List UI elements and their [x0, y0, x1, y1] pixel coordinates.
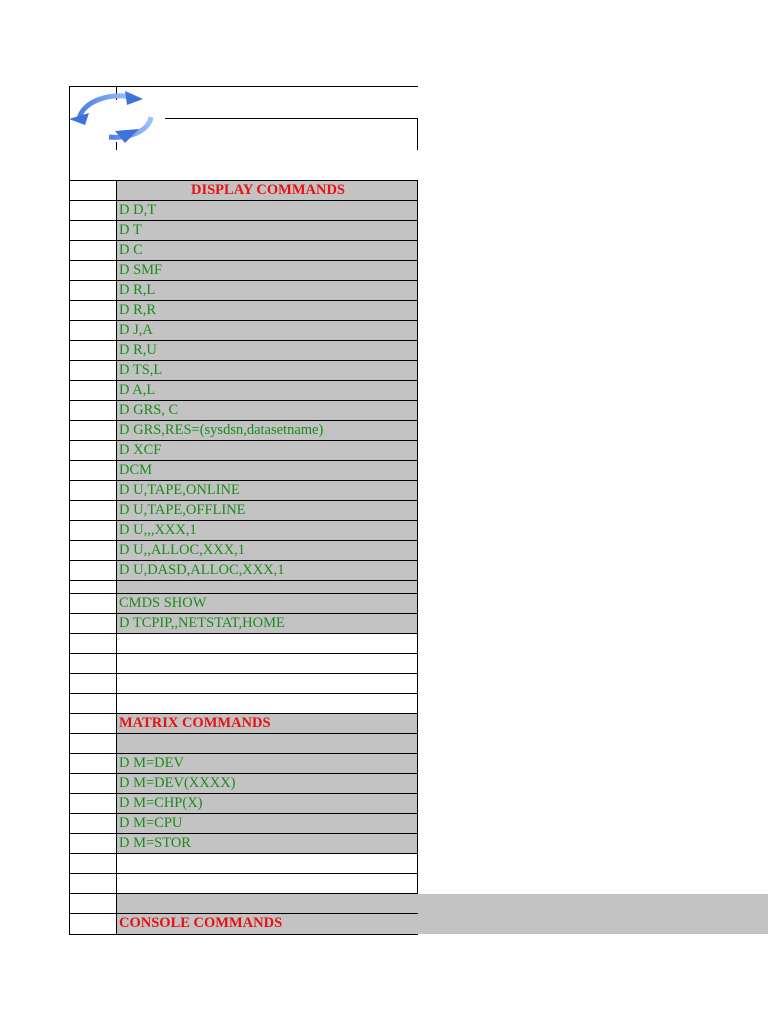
command-cell: D A,L [116, 381, 418, 401]
blank-cell [116, 734, 418, 754]
command-cell: D M=CPU [116, 814, 418, 834]
command-cell: D XCF [116, 441, 418, 461]
refresh-arrows-icon [69, 91, 161, 143]
row-number-cell [69, 794, 116, 814]
row-number-cell [69, 754, 116, 774]
command-cell: D U,DASD,ALLOC,XXX,1 [116, 561, 418, 581]
row-number-cell [69, 261, 116, 281]
row-number-cell [69, 581, 116, 594]
row-number-cell [69, 674, 116, 694]
row-number-cell [69, 281, 116, 301]
row-number-cell [69, 694, 116, 714]
row-number-cell [69, 401, 116, 421]
blank-cell [116, 654, 418, 674]
command-cell: CMDS SHOW [116, 594, 418, 614]
command-cell: D R,L [116, 281, 418, 301]
command-cell: D M=CHP(X) [116, 794, 418, 814]
section-header-matrix: MATRIX COMMANDS [116, 714, 418, 734]
blank-cell [116, 854, 418, 874]
row-number-cell [69, 181, 116, 201]
section-header-console: CONSOLE COMMANDS [116, 914, 418, 935]
command-cell: D M=DEV(XXXX) [116, 774, 418, 794]
row-number-cell [69, 341, 116, 361]
row-number-cell [69, 461, 116, 481]
row-number-cell [69, 894, 116, 914]
command-cell: D U,,ALLOC,XXX,1 [116, 541, 418, 561]
command-cell: D TCPIP,,NETSTAT,HOME [116, 614, 418, 634]
row-number-cell [69, 521, 116, 541]
command-cell: D U,,,XXX,1 [116, 521, 418, 541]
row-number-cell [69, 421, 116, 441]
row-number-cell [69, 221, 116, 241]
row-number-cell [69, 361, 116, 381]
row-number-cell [69, 241, 116, 261]
row-number-cell [69, 301, 116, 321]
right-border-top [417, 118, 418, 150]
row-number-cell [69, 654, 116, 674]
row-number-cell [69, 634, 116, 654]
command-cell: D D,T [116, 201, 418, 221]
command-cell: D R,R [116, 301, 418, 321]
command-cell: D R,U [116, 341, 418, 361]
blank-cell [116, 894, 418, 914]
blank-cell [116, 874, 418, 894]
command-cell: D TS,L [116, 361, 418, 381]
row-number-cell [69, 561, 116, 581]
row-number-cell [69, 201, 116, 221]
command-cell: D U,TAPE,OFFLINE [116, 501, 418, 521]
row-number-cell [69, 321, 116, 341]
command-cell: D GRS,RES=(sysdsn,datasetname) [116, 421, 418, 441]
command-cell: D T [116, 221, 418, 241]
row-number-cell [69, 614, 116, 634]
row-number-cell [69, 481, 116, 501]
row-number-cell [69, 854, 116, 874]
command-cell: DCM [116, 461, 418, 481]
row-number-cell [69, 594, 116, 614]
row-number-cell [69, 501, 116, 521]
row-number-cell [69, 914, 116, 935]
row-number-cell [69, 834, 116, 854]
row-number-cell [69, 441, 116, 461]
col-divider-top-2 [116, 142, 117, 150]
blank-cell [116, 634, 418, 654]
row-number-cell [69, 734, 116, 754]
logo-cell-border [165, 118, 418, 119]
row-number-cell [69, 381, 116, 401]
command-cell: D SMF [116, 261, 418, 281]
blank-cell [116, 674, 418, 694]
command-cell: D J,A [116, 321, 418, 341]
section-header-display: DISPLAY COMMANDS [116, 181, 418, 201]
row-number-cell [69, 874, 116, 894]
row-number-cell [69, 714, 116, 734]
row-number-cell [69, 541, 116, 561]
row-number-cell [69, 774, 116, 794]
command-cell: D M=STOR [116, 834, 418, 854]
blank-cell [116, 581, 418, 594]
blank-cell [116, 694, 418, 714]
command-cell: D C [116, 241, 418, 261]
command-cell: D U,TAPE,ONLINE [116, 481, 418, 501]
console-header-fill [418, 894, 768, 934]
command-cell: D GRS, C [116, 401, 418, 421]
command-cell: D M=DEV [116, 754, 418, 774]
top-border [69, 86, 418, 87]
row-number-cell [69, 814, 116, 834]
